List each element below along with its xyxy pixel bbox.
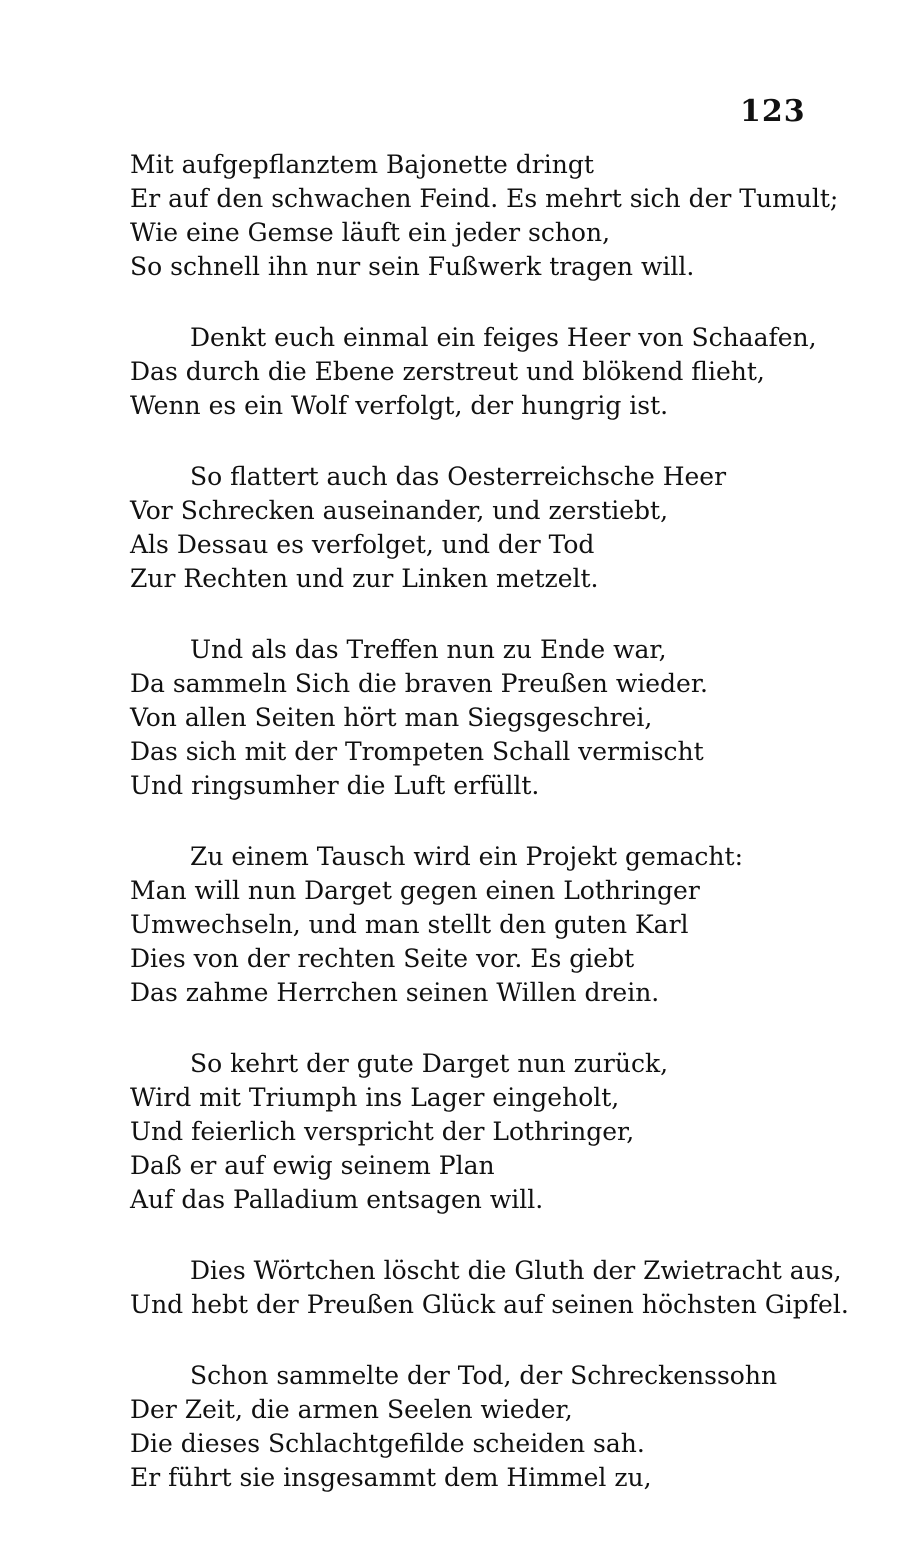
- stanza: [130, 633, 850, 803]
- verse-line: Umwechseln, und man stellt den guten Karl: [130, 910, 689, 939]
- verse-line: So schnell ihn nur sein Fußwerk tragen will.: [130, 252, 695, 281]
- stanza: [130, 148, 850, 284]
- verse-line: Wie eine Gemse läuft ein jeder schon,: [130, 218, 611, 247]
- verse-line: Vor Schrecken auseinander, und zerstiebt,: [130, 496, 669, 525]
- verse-line: Die dieses Schlachtgefilde scheiden sah.: [130, 1429, 645, 1458]
- stanza: [130, 1047, 850, 1217]
- verse-line: Als Dessau es verfolget, und der Tod: [130, 530, 595, 559]
- verse-line: Der Zeit, die armen Seelen wieder,: [130, 1395, 573, 1424]
- verse-line: Denkt euch einmal ein feiges Heer von Schaafen,: [190, 323, 817, 352]
- verse-line: Und ringsumher die Luft erfüllt.: [130, 771, 540, 800]
- verse-line: Zur Rechten und zur Linken metzelt.: [130, 564, 599, 593]
- poem-text: [130, 148, 850, 1532]
- verse-line: Daß er auf ewig seinem Plan: [130, 1151, 495, 1180]
- verse-line: Mit aufgepflanztem Bajonette dringt: [130, 150, 594, 179]
- verse-line: Schon sammelte der Tod, der Schreckenssohn: [190, 1361, 778, 1390]
- verse-line: Da sammeln Sich die braven Preußen wieder.: [130, 669, 708, 698]
- stanza: [130, 1359, 850, 1495]
- verse-line: Und hebt der Preußen Glück auf seinen höchsten Gipfel.: [130, 1290, 849, 1319]
- verse-line: So kehrt der gute Darget nun zurück,: [190, 1049, 669, 1078]
- verse-line: Wenn es ein Wolf verfolgt, der hungrig ist.: [130, 391, 669, 420]
- stanza: [130, 1254, 850, 1322]
- verse-line: Von allen Seiten hört man Siegsgeschrei,: [130, 703, 653, 732]
- verse-line: Das sich mit der Trompeten Schall vermischt: [130, 737, 704, 766]
- verse-line: Er auf den schwachen Feind. Es mehrt sich der Tumult;: [130, 184, 839, 213]
- page-number: 123: [740, 94, 806, 129]
- verse-line: Dies Wörtchen löscht die Gluth der Zwietracht aus,: [190, 1256, 842, 1285]
- verse-line: Und als das Treffen nun zu Ende war,: [190, 635, 667, 664]
- stanza: [130, 460, 850, 596]
- verse-line: Wird mit Triumph ins Lager eingeholt,: [130, 1083, 620, 1112]
- verse-line: Dies von der rechten Seite vor. Es giebt: [130, 944, 635, 973]
- verse-line: Das zahme Herrchen seinen Willen drein.: [130, 978, 660, 1007]
- stanza: [130, 321, 850, 423]
- verse-line: Auf das Palladium entsagen will.: [130, 1185, 544, 1214]
- verse-line: Man will nun Darget gegen einen Lothringer: [130, 876, 700, 905]
- verse-line: Das durch die Ebene zerstreut und blökend flieht,: [130, 357, 765, 386]
- verse-line: Und feierlich verspricht der Lothringer,: [130, 1117, 635, 1146]
- verse-line: Zu einem Tausch wird ein Projekt gemacht:: [190, 842, 744, 871]
- verse-line: So flattert auch das Oesterreichsche Heer: [190, 462, 727, 491]
- stanza: [130, 840, 850, 1010]
- verse-line: Er führt sie insgesammt dem Himmel zu,: [130, 1463, 652, 1492]
